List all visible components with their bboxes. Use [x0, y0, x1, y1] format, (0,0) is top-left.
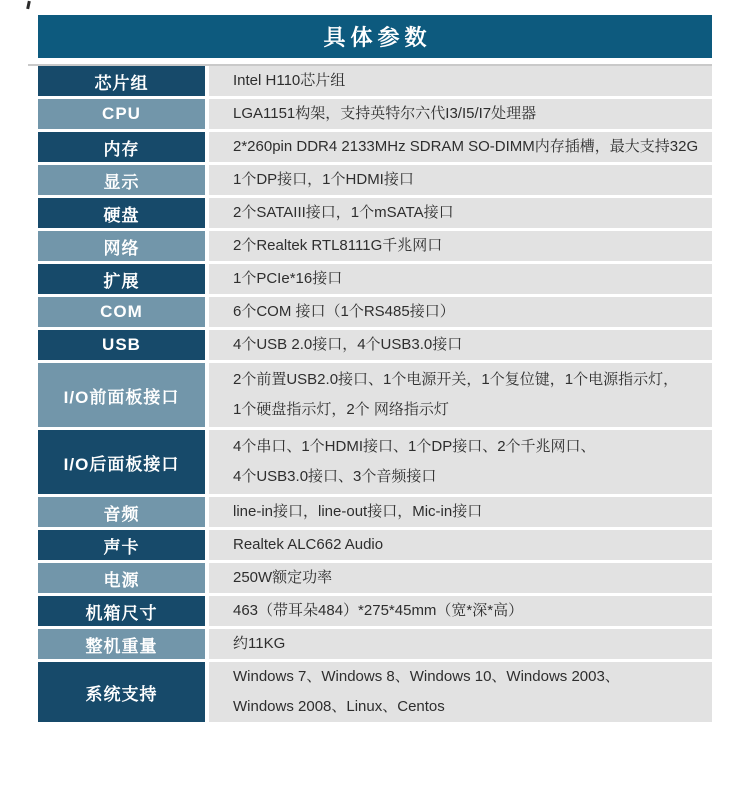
row-label: I/O后面板接口: [38, 430, 205, 494]
row-value-line: Windows 7、Windows 8、Windows 10、Windows 2003、: [233, 668, 620, 685]
row-value-line: 1个PCIe*16接口: [233, 270, 343, 287]
row-value-line: Intel H110芯片组: [233, 72, 346, 89]
table-row: [38, 132, 712, 162]
row-value-line: 463（带耳朵484）*275*45mm（宽*深*高）: [233, 602, 524, 619]
row-label: 机箱尺寸: [38, 596, 205, 626]
row-value: [209, 165, 712, 195]
table-row: [38, 165, 712, 195]
row-label: USB: [38, 330, 205, 360]
row-value-line: Windows 2008、Linux、Centos: [233, 698, 445, 715]
row-value-line: 2*260pin DDR4 2133MHz SDRAM SO-DIMM内存插槽，最大支持32G: [233, 138, 699, 155]
table-row: [38, 497, 712, 527]
row-value-line: 1个硬盘指示灯，2个 网络指示灯: [233, 401, 449, 418]
row-value-line: LGA1151构架，支持英特尔六代I3/I5/I7处理器: [233, 105, 537, 122]
row-label: 扩展: [38, 264, 205, 294]
row-label: I/O前面板接口: [38, 363, 205, 427]
row-value: [209, 530, 712, 560]
row-value: [209, 231, 712, 261]
row-value-line: 2个SATAIII接口，1个mSATA接口: [233, 204, 454, 221]
row-value-line: 2个Realtek RTL8111G千兆网口: [233, 237, 443, 254]
table-row: [38, 198, 712, 228]
table-row: [38, 330, 712, 360]
table-row: [38, 430, 712, 494]
row-value: [209, 497, 712, 527]
table-row: [38, 530, 712, 560]
row-value: [209, 66, 712, 96]
row-value: [209, 563, 712, 593]
row-value-line: 2个前置USB2.0接口、1个电源开关，1个复位键，1个电源指示灯，: [233, 371, 679, 388]
corner-artifact-mark: [26, 1, 31, 9]
row-label: 声卡: [38, 530, 205, 560]
table-row: [38, 629, 712, 659]
row-value-line: 4个USB3.0接口、3个音频接口: [233, 468, 437, 485]
row-value: [209, 330, 712, 360]
table-row: [38, 563, 712, 593]
table-row: [38, 99, 712, 129]
row-value-line: line-in接口，line-out接口，Mic-in接口: [233, 503, 483, 520]
row-value: [209, 629, 712, 659]
row-value: [209, 198, 712, 228]
row-value: [209, 596, 712, 626]
row-label: CPU: [38, 99, 205, 129]
row-label: 显示: [38, 165, 205, 195]
table-row: [38, 231, 712, 261]
table-row: [38, 264, 712, 294]
row-value-line: Realtek ALC662 Audio: [233, 536, 384, 553]
row-label: 内存: [38, 132, 205, 162]
table-row: [38, 662, 712, 722]
row-value-line: 约11KG: [233, 635, 286, 652]
row-value-line: 4个串口、1个HDMI接口、1个DP接口、2个千兆网口、: [233, 438, 596, 455]
row-value: [209, 99, 712, 129]
spec-table: [38, 66, 712, 725]
row-value-line: 250W额定功率: [233, 569, 333, 586]
row-label: 芯片组: [38, 66, 205, 96]
row-label: 整机重量: [38, 629, 205, 659]
table-row: [38, 363, 712, 427]
row-value: [209, 132, 712, 162]
table-row: [38, 297, 712, 327]
page-title: 具体参数: [38, 15, 712, 58]
row-label: COM: [38, 297, 205, 327]
row-label: 电源: [38, 563, 205, 593]
table-row: [38, 66, 712, 96]
table-row: [38, 596, 712, 626]
row-value: [209, 430, 712, 494]
row-value: [209, 264, 712, 294]
row-value-line: 4个USB 2.0接口，4个USB3.0接口: [233, 336, 463, 353]
row-label: 硬盘: [38, 198, 205, 228]
row-value: [209, 662, 712, 722]
row-label: 音频: [38, 497, 205, 527]
row-label: 系统支持: [38, 662, 205, 722]
row-value-line: 1个DP接口，1个HDMI接口: [233, 171, 414, 188]
row-value: [209, 297, 712, 327]
row-value-line: 6个COM 接口（1个RS485接口）: [233, 303, 455, 320]
row-value: [209, 363, 712, 427]
row-label: 网络: [38, 231, 205, 261]
